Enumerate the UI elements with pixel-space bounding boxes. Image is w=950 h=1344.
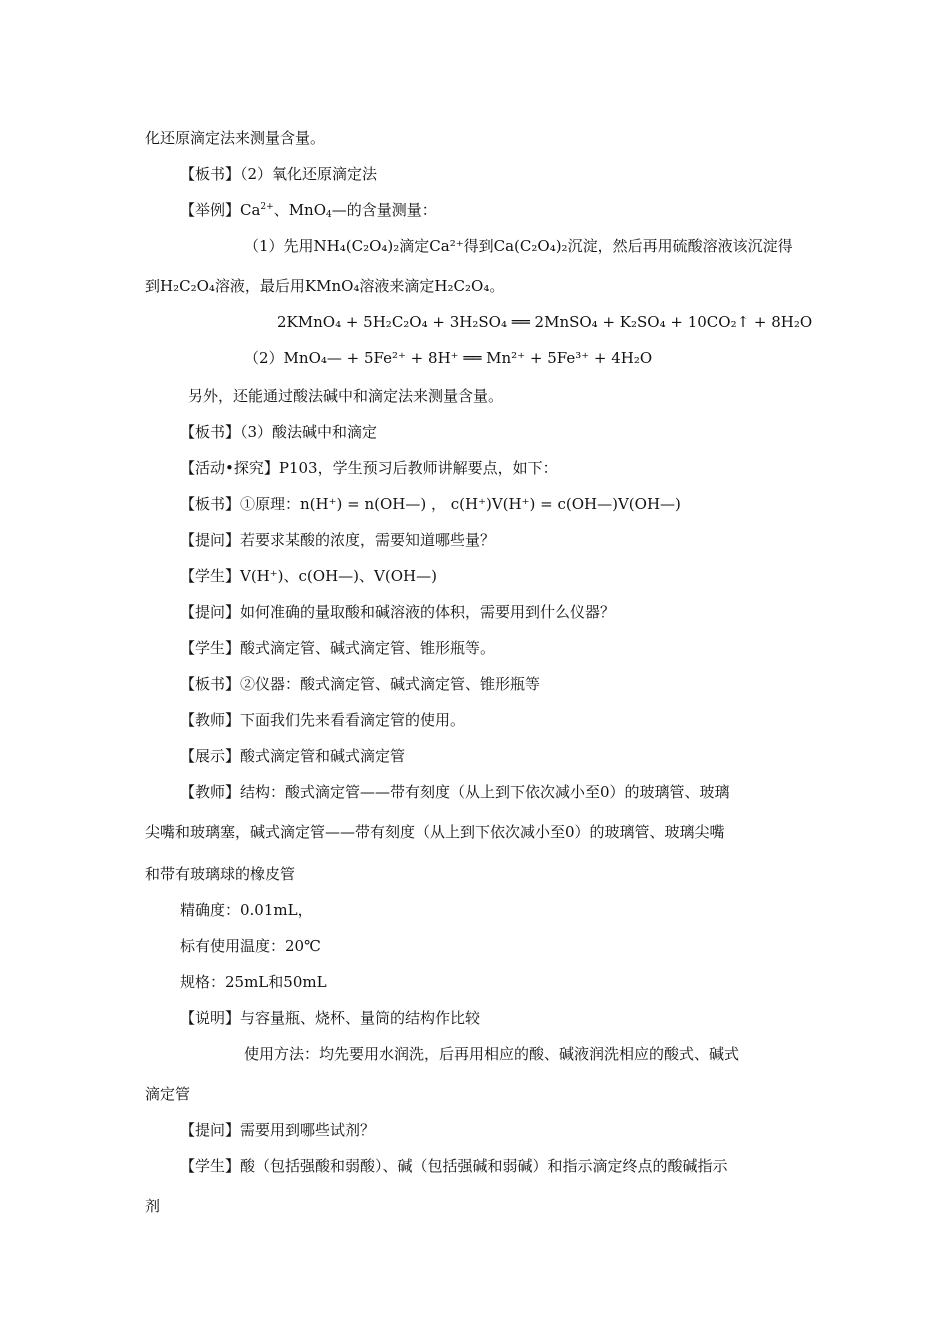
text-line: 【教师】结构：酸式滴定管——带有刻度（从上到下依次减小至0）的玻璃管、玻璃 (180, 783, 730, 801)
text-line: 剂 (145, 1197, 161, 1215)
text-line: （1）先用NH₄(C₂O₄)₂滴定Ca²⁺得到Ca(C₂O₄)₂沉淀，然后再用硫酸溶液该沉淀得 (244, 237, 793, 255)
equation-line: （2）MnO₄— + 5Fe²⁺ + 8H⁺ ══ Mn²⁺ + 5Fe³⁺ + 4H₂O (244, 349, 653, 367)
text-line: 标有使用温度：20℃ (180, 937, 321, 955)
text-line: 另外，还能通过酸法碱中和滴定法来测量含量。 (188, 387, 504, 405)
text-line: 化还原滴定法来测量含量。 (145, 129, 326, 147)
text-line: 和带有玻璃球的橡皮管 (145, 865, 296, 883)
text-line: 精确度：0.01mL， (180, 901, 313, 919)
text-line: 【教师】下面我们先来看看滴定管的使用。 (180, 711, 466, 729)
text-line: 【板书】②仪器：酸式滴定管、碱式滴定管、锥形瓶等 (180, 675, 541, 693)
text-line: 【板书】（2）氧化还原滴定法 (180, 165, 378, 183)
equation-line: 2KMnO₄ + 5H₂C₂O₄ + 3H₂SO₄ ══ 2MnSO₄ + K₂SO₄ + 10CO₂↑ + 8H₂O (277, 313, 813, 331)
text-line: 到H₂C₂O₄溶液，最后用KMnO₄溶液来滴定H₂C₂O₄。 (145, 277, 505, 295)
text-line: 【展示】酸式滴定管和碱式滴定管 (180, 747, 406, 765)
text-line: 【活动•探究】P103，学生预习后教师讲解要点，如下： (180, 459, 558, 477)
text-line: 【板书】（3）酸法碱中和滴定 (180, 423, 378, 441)
text-line: 尖嘴和玻璃塞，碱式滴定管——带有刻度（从上到下依次减小至0）的玻璃管、玻璃尖嘴 (145, 823, 725, 841)
text-line: 【学生】酸式滴定管、碱式滴定管、锥形瓶等。 (180, 639, 496, 657)
text-line: 【说明】与容量瓶、烧杯、量筒的结构作比较 (180, 1009, 481, 1027)
text-line: 【学生】酸（包括强酸和弱酸）、碱（包括强碱和弱碱）和指示滴定终点的酸碱指示 (180, 1157, 728, 1175)
text-line: 【举例】$Ca^{2+}$、MnO$_4$—的含量测量： (180, 201, 437, 220)
text-line: 【提问】需要用到哪些试剂？ (180, 1121, 376, 1139)
text-line: 【学生】V(H⁺)、c(OH—)、V(OH—) (180, 567, 437, 585)
text-line: 【板书】①原理：n(H⁺) = n(OH—) ， c(H⁺)V(H⁺) = c(OH—)V(OH—) (180, 495, 681, 513)
text-line: 滴定管 (145, 1085, 191, 1103)
text-line: 规格：25mL和50mL (180, 973, 327, 991)
text-line: 【提问】若要求某酸的浓度，需要知道哪些量？ (180, 531, 496, 549)
text-line: 【提问】如何准确的量取酸和碱溶液的体积，需要用到什么仪器？ (180, 603, 616, 621)
text-line: 使用方法：均先要用水润洗，后再用相应的酸、碱液润洗相应的酸式、碱式 (244, 1045, 740, 1063)
